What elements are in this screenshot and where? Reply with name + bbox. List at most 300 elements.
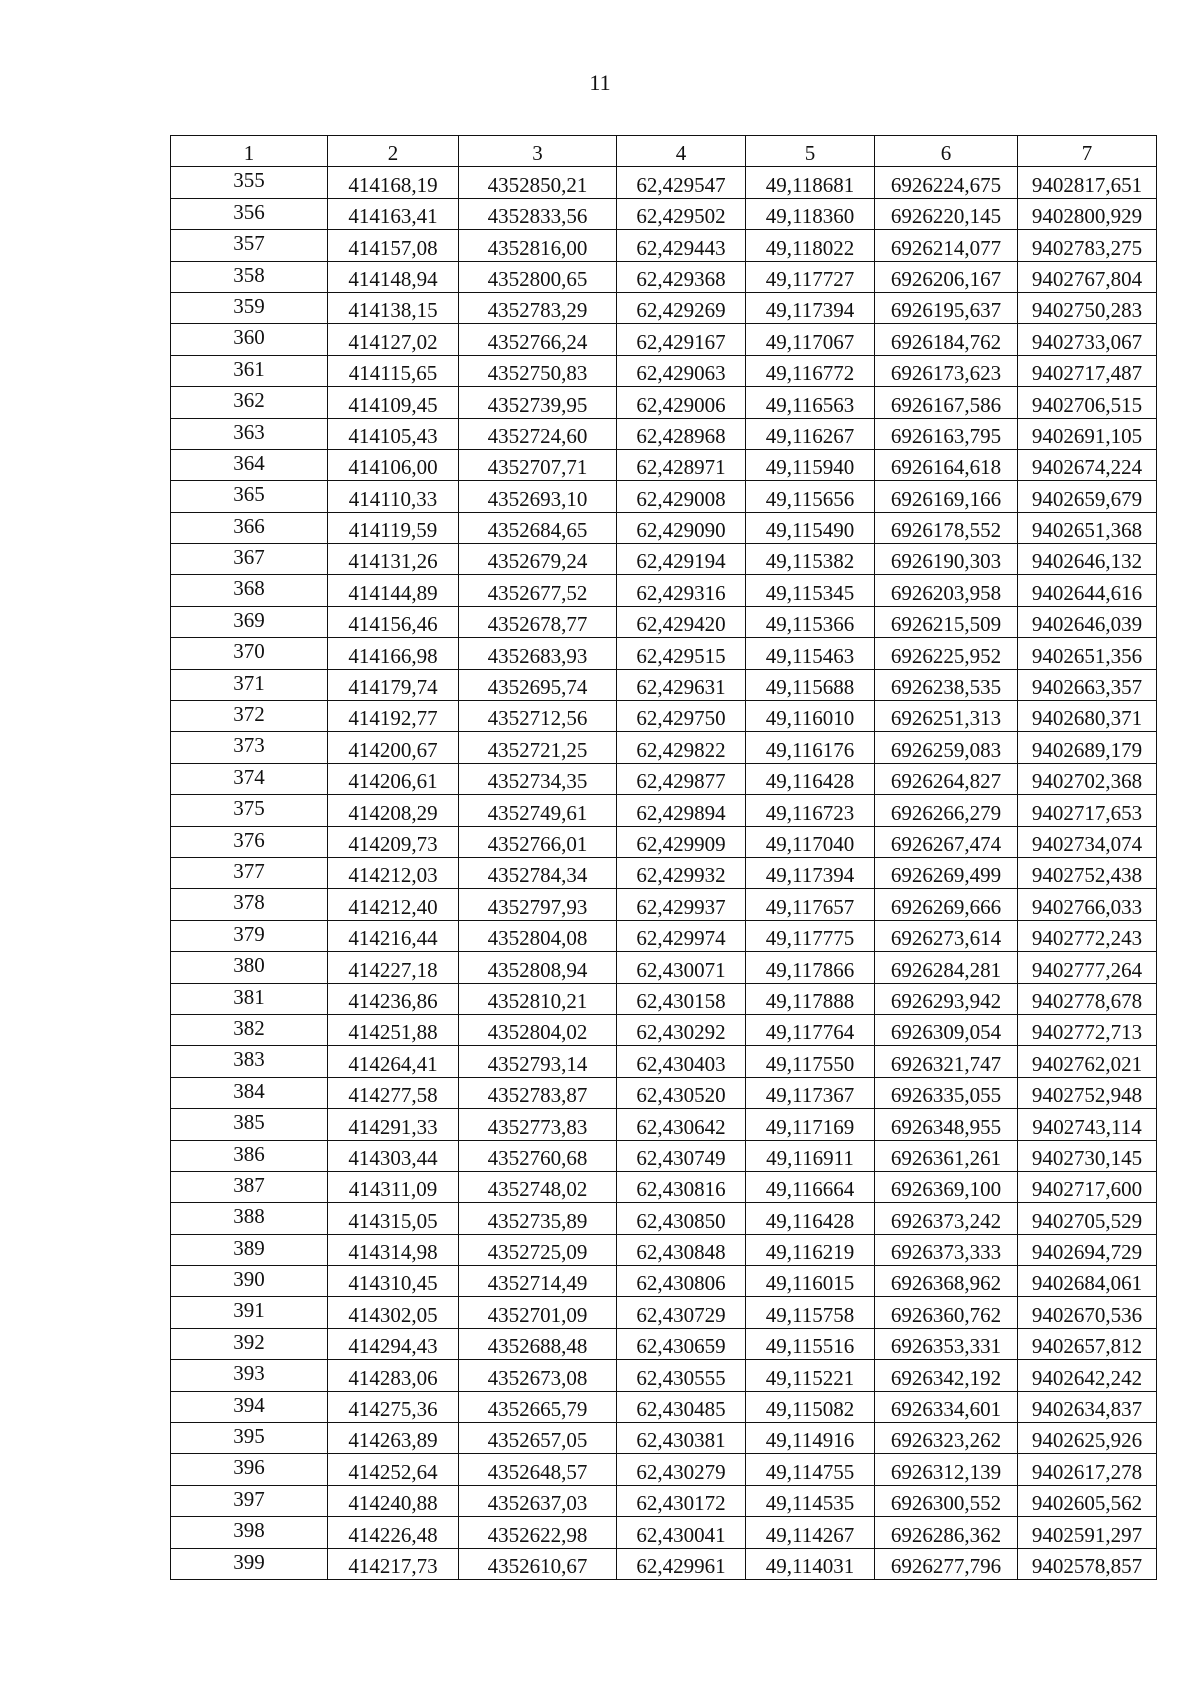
x-coordinate-cell: 414166,98 [328,638,459,669]
latitude-cell: 62,430850 [617,1203,746,1234]
latitude-cell: 62,429008 [617,481,746,512]
x-msk-cell: 6926167,586 [875,387,1018,418]
point-number-cell: 388 [171,1203,328,1234]
longitude-cell: 49,116015 [746,1266,875,1297]
latitude-cell: 62,430806 [617,1266,746,1297]
x-msk-cell: 6926178,552 [875,512,1018,543]
x-coordinate-cell: 414157,08 [328,230,459,261]
x-coordinate-cell: 414314,98 [328,1234,459,1265]
y-msk-cell: 9402651,368 [1018,512,1157,543]
table-row [171,1140,1157,1171]
x-msk-cell: 6926335,055 [875,1077,1018,1108]
longitude-cell: 49,116723 [746,795,875,826]
point-number-cell: 375 [171,795,328,826]
longitude-cell: 49,116176 [746,732,875,763]
x-msk-cell: 6926220,145 [875,198,1018,229]
point-number-cell: 361 [171,355,328,386]
point-number-cell: 357 [171,230,328,261]
longitude-cell: 49,117550 [746,1046,875,1077]
longitude-cell: 49,116911 [746,1140,875,1171]
point-number-cell: 392 [171,1328,328,1359]
longitude-cell: 49,116267 [746,418,875,449]
table-row [171,230,1157,261]
y-msk-cell: 9402689,179 [1018,732,1157,763]
y-coordinate-cell: 4352657,05 [459,1423,617,1454]
point-number-cell: 390 [171,1266,328,1297]
x-coordinate-cell: 414127,02 [328,324,459,355]
latitude-cell: 62,430041 [617,1517,746,1548]
y-coordinate-cell: 4352797,93 [459,889,617,920]
longitude-cell: 49,116563 [746,387,875,418]
point-number-cell: 380 [171,952,328,983]
y-coordinate-cell: 4352833,56 [459,198,617,229]
x-msk-cell: 6926368,962 [875,1266,1018,1297]
x-coordinate-cell: 414310,45 [328,1266,459,1297]
x-coordinate-cell: 414311,09 [328,1171,459,1202]
x-msk-cell: 6926286,362 [875,1517,1018,1548]
latitude-cell: 62,430749 [617,1140,746,1171]
latitude-cell: 62,430659 [617,1328,746,1359]
latitude-cell: 62,428968 [617,418,746,449]
longitude-cell: 49,115688 [746,669,875,700]
y-coordinate-cell: 4352850,21 [459,167,617,198]
x-msk-cell: 6926267,474 [875,826,1018,857]
x-coordinate-cell: 414110,33 [328,481,459,512]
y-coordinate-cell: 4352707,71 [459,449,617,480]
coordinates-table [170,135,1157,1580]
x-coordinate-cell: 414200,67 [328,732,459,763]
y-coordinate-cell: 4352725,09 [459,1234,617,1265]
x-msk-cell: 6926277,796 [875,1548,1018,1579]
table-row [171,1454,1157,1485]
point-number-cell: 359 [171,292,328,323]
x-coordinate-cell: 414303,44 [328,1140,459,1171]
y-coordinate-cell: 4352760,68 [459,1140,617,1171]
y-coordinate-cell: 4352695,74 [459,669,617,700]
table-row [171,701,1157,732]
table-row [171,1014,1157,1045]
latitude-cell: 62,430520 [617,1077,746,1108]
x-coordinate-cell: 414216,44 [328,920,459,951]
point-number-cell: 391 [171,1297,328,1328]
point-number-cell: 355 [171,167,328,198]
latitude-cell: 62,429909 [617,826,746,857]
y-coordinate-cell: 4352684,65 [459,512,617,543]
x-coordinate-cell: 414156,46 [328,606,459,637]
x-msk-cell: 6926206,167 [875,261,1018,292]
latitude-cell: 62,430071 [617,952,746,983]
column-header: 3 [459,136,617,167]
y-coordinate-cell: 4352735,89 [459,1203,617,1234]
latitude-cell: 62,429515 [617,638,746,669]
table-row [171,669,1157,700]
longitude-cell: 49,114535 [746,1485,875,1516]
longitude-cell: 49,115758 [746,1297,875,1328]
table-row [171,889,1157,920]
latitude-cell: 62,430485 [617,1391,746,1422]
table-row [171,1046,1157,1077]
table-row [171,826,1157,857]
y-msk-cell: 9402617,278 [1018,1454,1157,1485]
table-row [171,1266,1157,1297]
table-header-row [171,136,1157,167]
y-msk-cell: 9402717,653 [1018,795,1157,826]
x-coordinate-cell: 414192,77 [328,701,459,732]
x-coordinate-cell: 414105,43 [328,418,459,449]
table-row [171,1423,1157,1454]
x-msk-cell: 6926273,614 [875,920,1018,951]
table-row [171,355,1157,386]
y-msk-cell: 9402684,061 [1018,1266,1157,1297]
y-msk-cell: 9402605,562 [1018,1485,1157,1516]
page-number: 11 [589,70,611,95]
longitude-cell: 49,117040 [746,826,875,857]
point-number-cell: 360 [171,324,328,355]
longitude-cell: 49,118681 [746,167,875,198]
longitude-cell: 49,117775 [746,920,875,951]
latitude-cell: 62,429502 [617,198,746,229]
y-coordinate-cell: 4352665,79 [459,1391,617,1422]
latitude-cell: 62,429090 [617,512,746,543]
longitude-cell: 49,116428 [746,763,875,794]
point-number-cell: 358 [171,261,328,292]
point-number-cell: 362 [171,387,328,418]
x-msk-cell: 6926251,313 [875,701,1018,732]
y-coordinate-cell: 4352724,60 [459,418,617,449]
table-row [171,324,1157,355]
y-msk-cell: 9402644,616 [1018,575,1157,606]
y-msk-cell: 9402783,275 [1018,230,1157,261]
longitude-cell: 49,117764 [746,1014,875,1045]
y-coordinate-cell: 4352766,01 [459,826,617,857]
table-row [171,1109,1157,1140]
x-msk-cell: 6926321,747 [875,1046,1018,1077]
y-coordinate-cell: 4352748,02 [459,1171,617,1202]
y-msk-cell: 9402766,033 [1018,889,1157,920]
y-msk-cell: 9402817,651 [1018,167,1157,198]
latitude-cell: 62,429194 [617,544,746,575]
latitude-cell: 62,430848 [617,1234,746,1265]
y-coordinate-cell: 4352648,57 [459,1454,617,1485]
point-number-cell: 395 [171,1423,328,1454]
latitude-cell: 62,429974 [617,920,746,951]
y-coordinate-cell: 4352679,24 [459,544,617,575]
x-msk-cell: 6926169,166 [875,481,1018,512]
table-row [171,763,1157,794]
x-coordinate-cell: 414163,41 [328,198,459,229]
table-row [171,1548,1157,1579]
y-coordinate-cell: 4352734,35 [459,763,617,794]
y-msk-cell: 9402691,105 [1018,418,1157,449]
table-row [171,638,1157,669]
table-row [171,575,1157,606]
point-number-cell: 379 [171,920,328,951]
point-number-cell: 394 [171,1391,328,1422]
longitude-cell: 49,115082 [746,1391,875,1422]
x-msk-cell: 6926300,552 [875,1485,1018,1516]
y-msk-cell: 9402591,297 [1018,1517,1157,1548]
x-msk-cell: 6926309,054 [875,1014,1018,1045]
y-coordinate-cell: 4352721,25 [459,732,617,763]
table-row [171,1297,1157,1328]
point-number-cell: 389 [171,1234,328,1265]
x-coordinate-cell: 414209,73 [328,826,459,857]
latitude-cell: 62,429269 [617,292,746,323]
x-msk-cell: 6926195,637 [875,292,1018,323]
x-coordinate-cell: 414138,15 [328,292,459,323]
point-number-cell: 371 [171,669,328,700]
x-coordinate-cell: 414115,65 [328,355,459,386]
y-msk-cell: 9402800,929 [1018,198,1157,229]
latitude-cell: 62,429961 [617,1548,746,1579]
longitude-cell: 49,114031 [746,1548,875,1579]
x-msk-cell: 6926264,827 [875,763,1018,794]
x-msk-cell: 6926342,192 [875,1360,1018,1391]
point-number-cell: 381 [171,983,328,1014]
longitude-cell: 49,115382 [746,544,875,575]
column-header: 6 [875,136,1018,167]
x-coordinate-cell: 414302,05 [328,1297,459,1328]
longitude-cell: 49,115345 [746,575,875,606]
latitude-cell: 62,430279 [617,1454,746,1485]
x-msk-cell: 6926269,666 [875,889,1018,920]
x-msk-cell: 6926284,281 [875,952,1018,983]
x-coordinate-cell: 414168,19 [328,167,459,198]
column-header: 7 [1018,136,1157,167]
y-coordinate-cell: 4352622,98 [459,1517,617,1548]
latitude-cell: 62,429547 [617,167,746,198]
point-number-cell: 377 [171,857,328,888]
table-row [171,1328,1157,1359]
table-row [171,732,1157,763]
latitude-cell: 62,430816 [617,1171,746,1202]
x-coordinate-cell: 414252,64 [328,1454,459,1485]
point-number-cell: 382 [171,1014,328,1045]
x-msk-cell: 6926238,535 [875,669,1018,700]
y-msk-cell: 9402659,679 [1018,481,1157,512]
point-number-cell: 376 [171,826,328,857]
y-msk-cell: 9402642,242 [1018,1360,1157,1391]
x-msk-cell: 6926225,952 [875,638,1018,669]
table-row [171,167,1157,198]
x-coordinate-cell: 414275,36 [328,1391,459,1422]
x-coordinate-cell: 414283,06 [328,1360,459,1391]
latitude-cell: 62,429420 [617,606,746,637]
y-coordinate-cell: 4352688,48 [459,1328,617,1359]
x-msk-cell: 6926224,675 [875,167,1018,198]
table-row [171,795,1157,826]
longitude-cell: 49,115490 [746,512,875,543]
longitude-cell: 49,114916 [746,1423,875,1454]
x-msk-cell: 6926259,083 [875,732,1018,763]
table-row [171,857,1157,888]
latitude-cell: 62,430642 [617,1109,746,1140]
table-row [171,920,1157,951]
y-msk-cell: 9402717,487 [1018,355,1157,386]
table-row [171,481,1157,512]
latitude-cell: 62,429006 [617,387,746,418]
longitude-cell: 49,116664 [746,1171,875,1202]
y-coordinate-cell: 4352749,61 [459,795,617,826]
x-coordinate-cell: 414206,61 [328,763,459,794]
x-msk-cell: 6926312,139 [875,1454,1018,1485]
x-coordinate-cell: 414251,88 [328,1014,459,1045]
x-coordinate-cell: 414315,05 [328,1203,459,1234]
x-msk-cell: 6926203,958 [875,575,1018,606]
y-coordinate-cell: 4352683,93 [459,638,617,669]
column-header: 5 [746,136,875,167]
latitude-cell: 62,429822 [617,732,746,763]
y-msk-cell: 9402777,264 [1018,952,1157,983]
y-msk-cell: 9402717,600 [1018,1171,1157,1202]
longitude-cell: 49,117727 [746,261,875,292]
point-number-cell: 372 [171,701,328,732]
point-number-cell: 374 [171,763,328,794]
table-row [171,544,1157,575]
table-row [171,606,1157,637]
latitude-cell: 62,430292 [617,1014,746,1045]
x-coordinate-cell: 414217,73 [328,1548,459,1579]
x-coordinate-cell: 414106,00 [328,449,459,480]
point-number-cell: 396 [171,1454,328,1485]
latitude-cell: 62,430555 [617,1360,746,1391]
longitude-cell: 49,115656 [746,481,875,512]
longitude-cell: 49,115516 [746,1328,875,1359]
x-coordinate-cell: 414131,26 [328,544,459,575]
table-row [171,512,1157,543]
table-row [171,387,1157,418]
y-coordinate-cell: 4352693,10 [459,481,617,512]
x-coordinate-cell: 414240,88 [328,1485,459,1516]
y-coordinate-cell: 4352783,29 [459,292,617,323]
y-coordinate-cell: 4352804,02 [459,1014,617,1045]
latitude-cell: 62,430403 [617,1046,746,1077]
x-msk-cell: 6926269,499 [875,857,1018,888]
y-msk-cell: 9402750,283 [1018,292,1157,323]
x-msk-cell: 6926334,601 [875,1391,1018,1422]
y-msk-cell: 9402743,114 [1018,1109,1157,1140]
y-msk-cell: 9402651,356 [1018,638,1157,669]
latitude-cell: 62,429368 [617,261,746,292]
table-row [171,983,1157,1014]
point-number-cell: 368 [171,575,328,606]
y-msk-cell: 9402646,039 [1018,606,1157,637]
y-coordinate-cell: 4352793,14 [459,1046,617,1077]
longitude-cell: 49,117394 [746,292,875,323]
point-number-cell: 384 [171,1077,328,1108]
latitude-cell: 62,429750 [617,701,746,732]
table-row [171,1077,1157,1108]
y-msk-cell: 9402670,536 [1018,1297,1157,1328]
y-msk-cell: 9402625,926 [1018,1423,1157,1454]
y-msk-cell: 9402706,515 [1018,387,1157,418]
y-coordinate-cell: 4352701,09 [459,1297,617,1328]
longitude-cell: 49,117169 [746,1109,875,1140]
y-msk-cell: 9402772,243 [1018,920,1157,951]
x-coordinate-cell: 414179,74 [328,669,459,700]
longitude-cell: 49,116772 [746,355,875,386]
longitude-cell: 49,115221 [746,1360,875,1391]
y-msk-cell: 9402772,713 [1018,1014,1157,1045]
latitude-cell: 62,429443 [617,230,746,261]
x-coordinate-cell: 414212,03 [328,857,459,888]
y-msk-cell: 9402702,368 [1018,763,1157,794]
table-row [171,1517,1157,1548]
longitude-cell: 49,117888 [746,983,875,1014]
y-coordinate-cell: 4352637,03 [459,1485,617,1516]
y-msk-cell: 9402646,132 [1018,544,1157,575]
latitude-cell: 62,430729 [617,1297,746,1328]
x-coordinate-cell: 414291,33 [328,1109,459,1140]
latitude-cell: 62,429932 [617,857,746,888]
x-msk-cell: 6926190,303 [875,544,1018,575]
x-msk-cell: 6926266,279 [875,795,1018,826]
table-row [171,1391,1157,1422]
y-coordinate-cell: 4352673,08 [459,1360,617,1391]
x-coordinate-cell: 414263,89 [328,1423,459,1454]
x-coordinate-cell: 414109,45 [328,387,459,418]
y-coordinate-cell: 4352808,94 [459,952,617,983]
x-coordinate-cell: 414144,89 [328,575,459,606]
x-msk-cell: 6926293,942 [875,983,1018,1014]
x-coordinate-cell: 414264,41 [328,1046,459,1077]
y-coordinate-cell: 4352816,00 [459,230,617,261]
x-msk-cell: 6926369,100 [875,1171,1018,1202]
latitude-cell: 62,429937 [617,889,746,920]
x-coordinate-cell: 414226,48 [328,1517,459,1548]
y-coordinate-cell: 4352804,08 [459,920,617,951]
column-header: 2 [328,136,459,167]
x-msk-cell: 6926214,077 [875,230,1018,261]
point-number-cell: 393 [171,1360,328,1391]
latitude-cell: 62,430158 [617,983,746,1014]
y-coordinate-cell: 4352677,52 [459,575,617,606]
y-coordinate-cell: 4352678,77 [459,606,617,637]
latitude-cell: 62,429316 [617,575,746,606]
y-msk-cell: 9402674,224 [1018,449,1157,480]
y-msk-cell: 9402680,371 [1018,701,1157,732]
longitude-cell: 49,117367 [746,1077,875,1108]
longitude-cell: 49,117067 [746,324,875,355]
y-msk-cell: 9402778,678 [1018,983,1157,1014]
table-row [171,1234,1157,1265]
y-msk-cell: 9402657,812 [1018,1328,1157,1359]
latitude-cell: 62,430172 [617,1485,746,1516]
y-msk-cell: 9402733,067 [1018,324,1157,355]
y-coordinate-cell: 4352783,87 [459,1077,617,1108]
table-row [171,261,1157,292]
point-number-cell: 369 [171,606,328,637]
x-msk-cell: 6926353,331 [875,1328,1018,1359]
y-msk-cell: 9402663,357 [1018,669,1157,700]
x-msk-cell: 6926348,955 [875,1109,1018,1140]
latitude-cell: 62,430381 [617,1423,746,1454]
x-coordinate-cell: 414227,18 [328,952,459,983]
latitude-cell: 62,428971 [617,449,746,480]
point-number-cell: 370 [171,638,328,669]
latitude-cell: 62,429877 [617,763,746,794]
x-msk-cell: 6926215,509 [875,606,1018,637]
x-msk-cell: 6926360,762 [875,1297,1018,1328]
x-coordinate-cell: 414294,43 [328,1328,459,1359]
point-number-cell: 378 [171,889,328,920]
y-msk-cell: 9402734,074 [1018,826,1157,857]
point-number-cell: 365 [171,481,328,512]
x-coordinate-cell: 414208,29 [328,795,459,826]
y-coordinate-cell: 4352766,24 [459,324,617,355]
point-number-cell: 397 [171,1485,328,1516]
longitude-cell: 49,118022 [746,230,875,261]
